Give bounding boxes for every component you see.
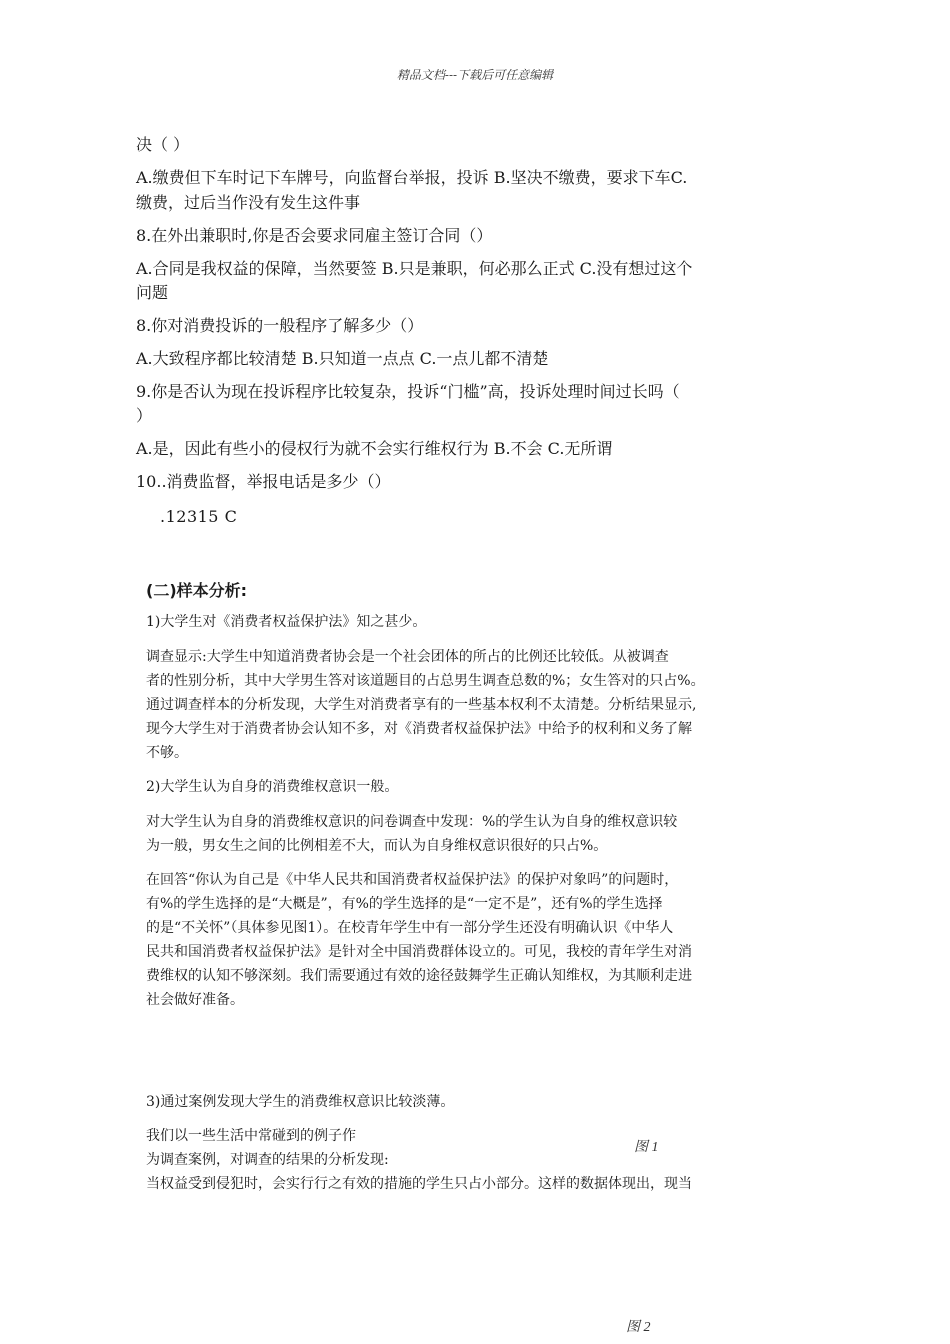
paragraph-line: 我们以一些生活中常碰到的例子作: [146, 1128, 356, 1144]
subsection-title: 1)大学生对《消费者权益保护法》知之甚少。: [146, 614, 427, 630]
paragraph-line: 的是“不关怀”（具体参见图1）。在校青年学生中有一部分学生还没有明确认识《中华人: [146, 920, 674, 936]
paragraph-line: 社会做好准备。: [146, 992, 244, 1008]
paragraph-line: 通过调查样本的分析发现，大学生对消费者享有的一些基本权利不太清楚。分析结果显示,: [146, 697, 697, 713]
survey-question: 8.你对消费投诉的一般程序了解多少（）: [136, 316, 424, 335]
survey-line: ）: [136, 406, 153, 425]
paragraph-line: 为一般，男女生之间的比例相差不大，而认为自身维权意识很好的只占%。: [146, 838, 608, 854]
page-header: 精品文档---下载后可任意编辑: [396, 68, 554, 82]
figure-caption: 图 1: [634, 1140, 659, 1155]
paragraph-line: 在回答“你认为自己是《中华人民共和国消费者权益保护法》的保护对象吗”的问题时，: [146, 872, 679, 888]
paragraph-line: 民共和国消费者权益保护法》是针对全中国消费群体设立的。可见，我校的青年学生对消: [146, 944, 692, 960]
paragraph-line: 不够。: [146, 745, 188, 761]
paragraph-line: 现今大学生对于消费者协会认知不多，对《消费者权益保护法》中给予的权利和义务了解: [146, 721, 692, 737]
paragraph-line: 当权益受到侵犯时，会实行行之有效的措施的学生只占小部分。这样的数据体现出，现当: [146, 1176, 692, 1192]
survey-question: 9.你是否认为现在投诉程序比较复杂，投诉“门槛”高，投诉处理时间过长吗（: [136, 382, 680, 401]
subsection-title: 2)大学生认为自身的消费维权意识一般。: [146, 779, 399, 795]
survey-line: 问题: [136, 283, 169, 302]
survey-question: 8.在外出兼职时,你是否会要求同雇主签订合同（）: [136, 226, 493, 245]
survey-line: A.合同是我权益的保障，当然要签 B.只是兼职，何必那么正式 C.没有想过这个: [136, 259, 693, 278]
figure-caption: 图 2: [626, 1320, 651, 1335]
survey-line: 缴费，过后当作没有发生这件事: [136, 193, 361, 212]
paragraph-line: 有%的学生选择的是“大概是”，有%的学生选择的是“一定不是”，还有%的学生选择: [146, 896, 663, 912]
survey-line: .12315 C: [160, 507, 238, 526]
survey-question: 10..消费监督，举报电话是多少（）: [136, 472, 391, 491]
paragraph-line: 对大学生认为自身的消费维权意识的问卷调查中发现：%的学生认为自身的维权意识较: [146, 814, 678, 830]
paragraph-line: 费维权的认知不够深刻。我们需要通过有效的途径鼓舞学生正确认知维权，为其顺利走进: [146, 968, 692, 984]
paragraph-line: 者的性别分析，其中大学男生答对该道题目的占总男生调查总数的%；女生答对的只占%。: [146, 673, 705, 689]
survey-line: A.是，因此有些小的侵权行为就不会实行维权行为 B.不会 C.无所谓: [136, 439, 613, 458]
survey-line: 决（ ）: [136, 135, 190, 154]
survey-line: A.大致程序都比较清楚 B.只知道一点点 C.一点儿都不清楚: [136, 349, 549, 368]
subsection-title: 3)通过案例发现大学生的消费维权意识比较淡薄。: [146, 1094, 455, 1110]
survey-line: A.缴费但下车时记下车牌号，向监督台举报，投诉 B.坚决不缴费，要求下车C.: [136, 168, 688, 187]
section-heading: (二)样本分析:: [146, 581, 248, 600]
paragraph-line: 调查显示:大学生中知道消费者协会是一个社会团体的所占的比例还比较低。从被调查: [146, 649, 669, 665]
paragraph-line: 为调查案例，对调查的结果的分析发现:: [146, 1152, 389, 1168]
